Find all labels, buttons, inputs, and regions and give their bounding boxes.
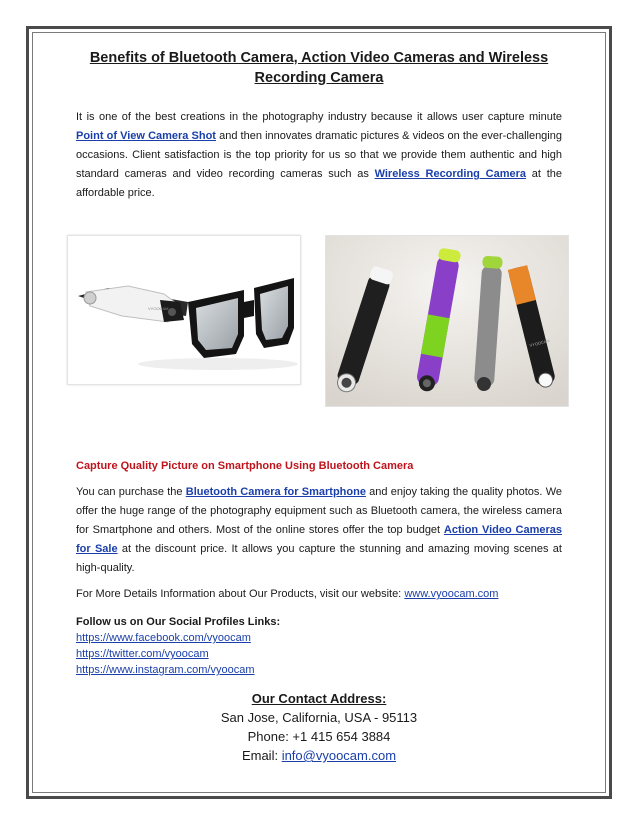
email-link[interactable]: info@vyoocam.com: [281, 748, 397, 763]
contact-phone: Phone: +1 415 654 3884: [247, 729, 391, 744]
twitter-link[interactable]: https://twitter.com/vyoocam: [76, 648, 209, 660]
intro-text-1: It is one of the best creations in the photography industry because it allows user capture minute: [76, 111, 562, 123]
left-image-brand: VYOOCAM: [148, 306, 169, 311]
bluetooth-glasses-camera-image: [67, 235, 301, 385]
document-body: [76, 46, 562, 765]
facebook-link[interactable]: https://www.facebook.com/vyoocam: [76, 632, 251, 644]
page-title: Benefits of Bluetooth Camera, Action Video Cameras and Wireless Recording Camera: [89, 50, 549, 86]
action-video-cameras-link[interactable]: Action Video Cameras for Sale: [76, 524, 562, 555]
instagram-link[interactable]: https://www.instagram.com/vyoocam: [76, 664, 255, 676]
social-heading: Follow us on Our Social Profiles Links:: [76, 616, 281, 628]
section-text-2: and enjoy taking the quality photos. We offer the huge range of the photography equipment such as Bluetooth camera, the wireless camera for Smartphone and others. Most of the online stores offer the top budget: [76, 486, 563, 536]
section-paragraph: [76, 483, 562, 578]
right-image-brand: VYOOCAM: [529, 338, 551, 348]
intro-text-2: and then innovates dramatic pictures & videos on the ever-challenging occasions. Client satisfaction is the top priority for us so that we provide them authentic and high standard cameras and video recording cameras such as: [76, 130, 562, 180]
contact-heading: Our Contact Address:: [251, 691, 387, 706]
intro-text-3: at the affordable price.: [76, 168, 562, 199]
more-info-text: For More Details Information about Our Products, visit our website:: [76, 588, 405, 600]
contact-block: [76, 690, 562, 765]
wireless-recording-camera-link[interactable]: Wireless Recording Camera: [374, 168, 527, 180]
section-heading: Capture Quality Picture on Smartphone Using Bluetooth Camera: [76, 460, 414, 472]
bluetooth-camera-link[interactable]: Bluetooth Camera for Smartphone: [185, 486, 366, 498]
social-links: [76, 614, 562, 678]
section-text-3: at the discount price. It allows you capture the stunning and amazing moving scenes at high-quality.: [76, 543, 562, 574]
intro-paragraph: [76, 108, 562, 203]
contact-email-label: Email:: [241, 748, 282, 763]
contact-email-line: [76, 746, 562, 765]
contact-address: San Jose, California, USA - 95113: [220, 710, 418, 725]
more-info-line: [76, 585, 562, 604]
website-link[interactable]: www.vyoocam.com: [404, 588, 499, 600]
action-camera-sticks-image: [325, 235, 569, 407]
product-images: [76, 235, 562, 405]
section-text-1: You can purchase the: [76, 486, 186, 498]
point-of-view-link[interactable]: Point of View Camera Shot: [76, 130, 216, 142]
